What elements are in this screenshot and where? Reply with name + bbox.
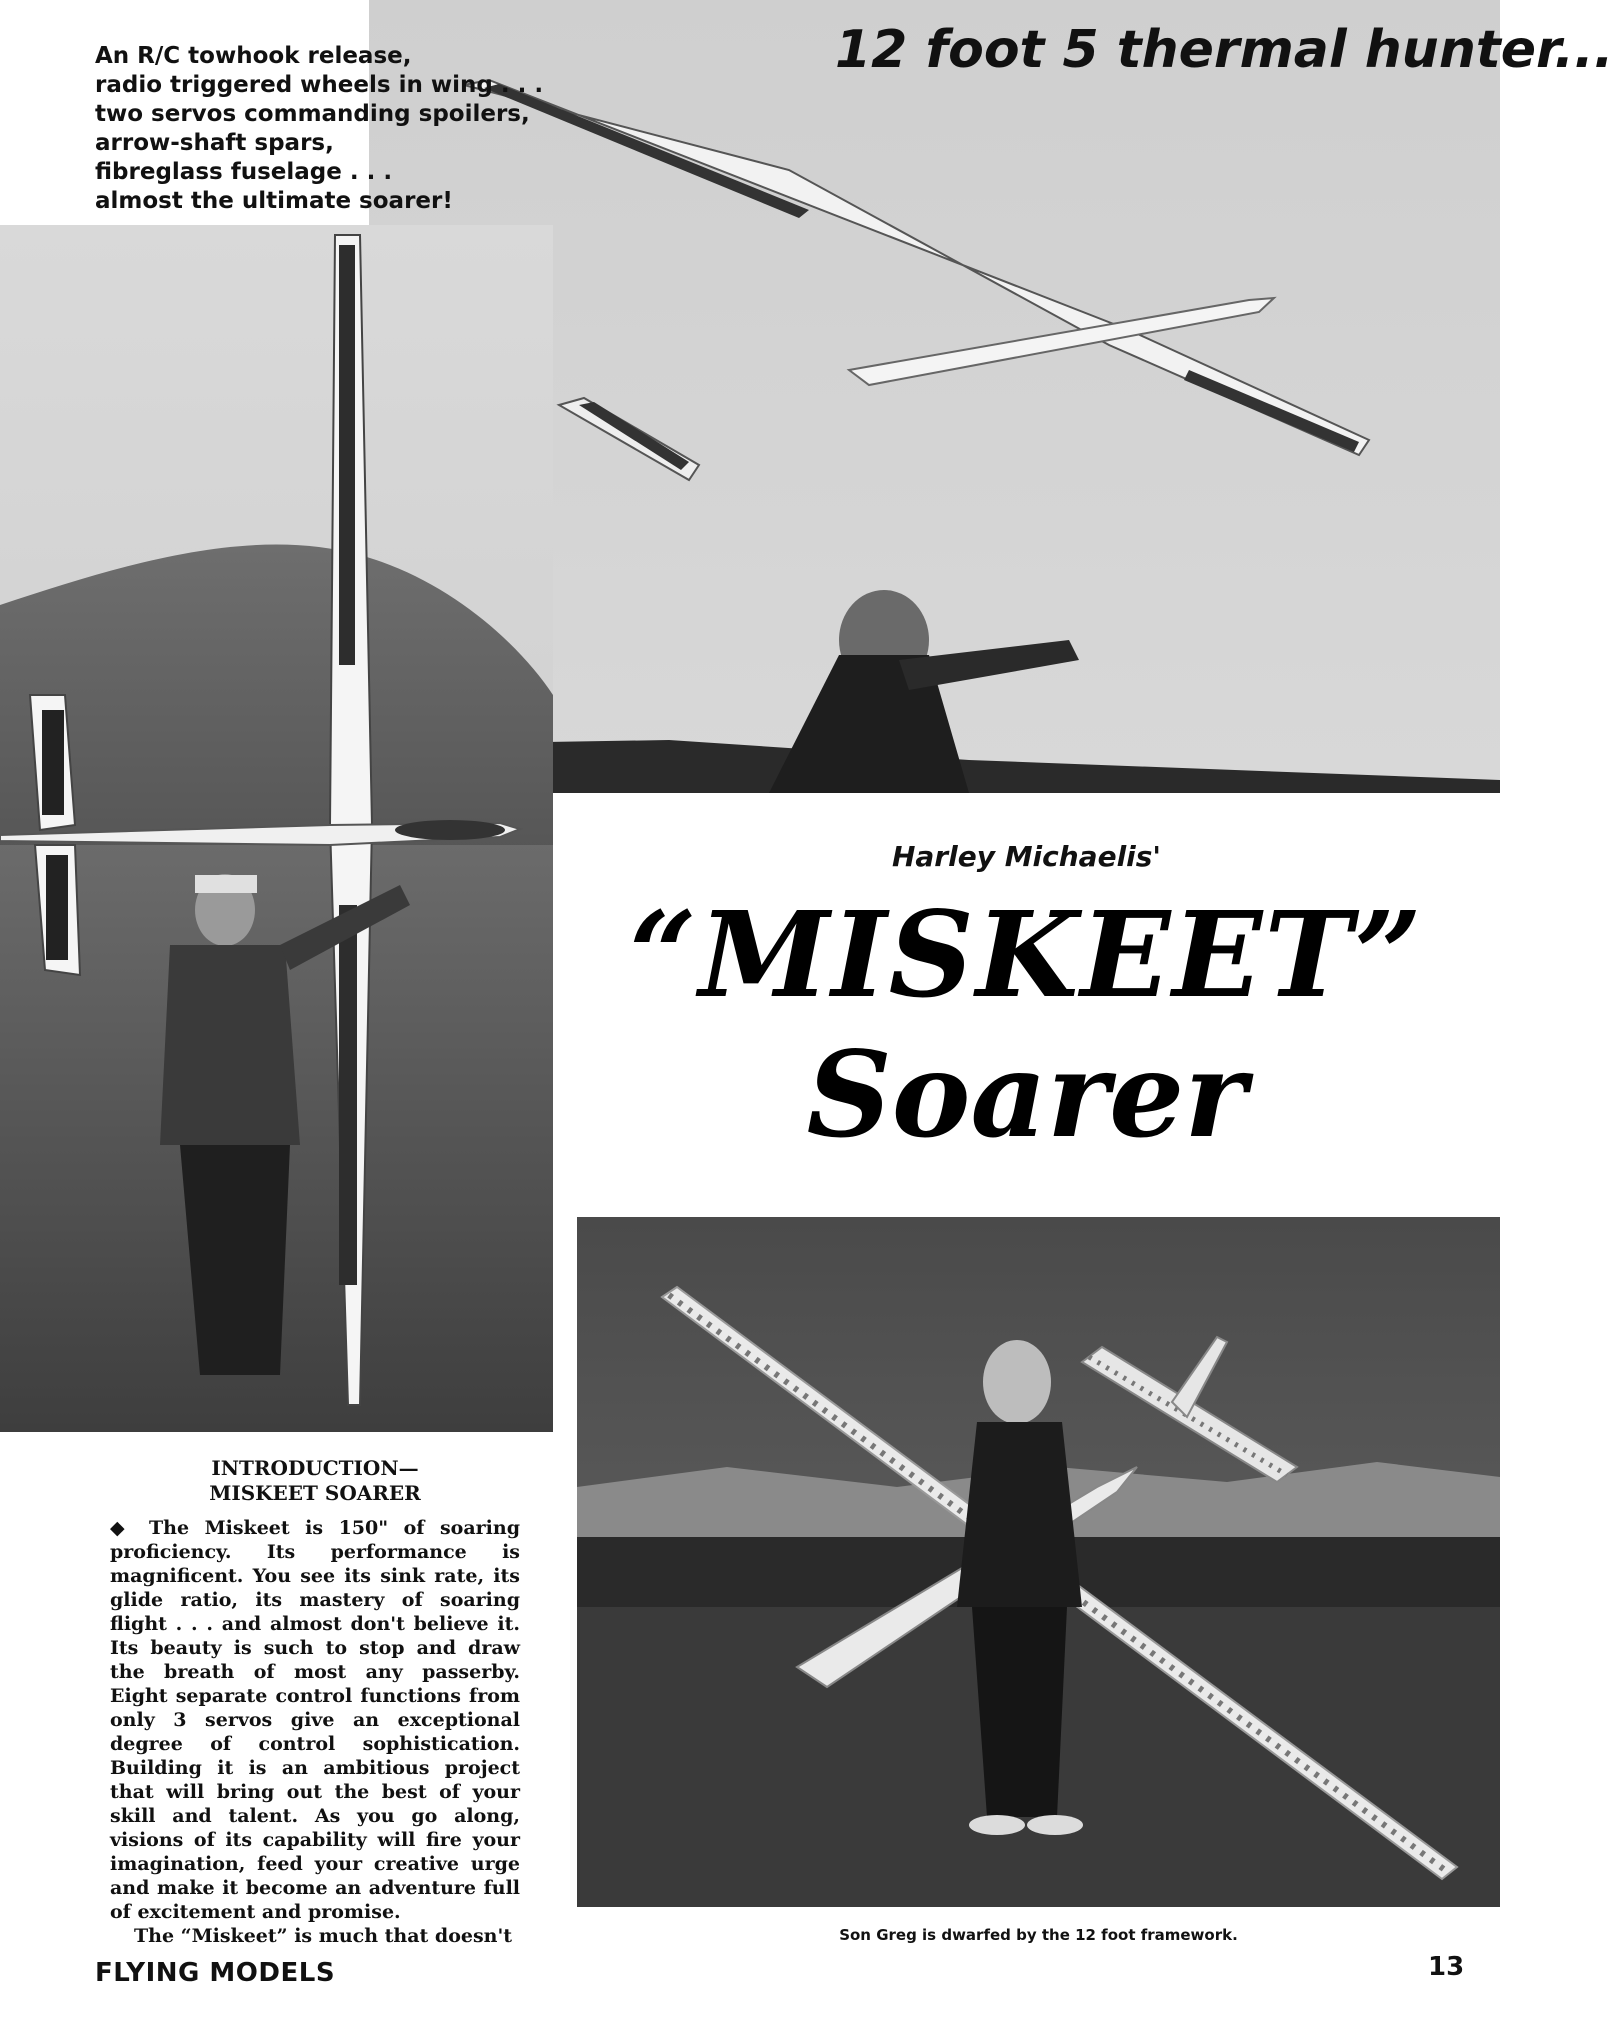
photo-son-with-framework	[577, 1217, 1500, 1907]
magazine-name: FLYING MODELS	[95, 1958, 336, 1988]
deck-line: almost the ultimate soarer!	[95, 188, 453, 214]
kicker-headline: 12 foot 5 thermal hunter...	[835, 20, 1613, 80]
deck-text	[95, 42, 565, 216]
article-body	[110, 1456, 520, 1948]
deck-line: arrow-shaft spars,	[95, 130, 334, 156]
title-line-2: Soarer	[806, 1025, 1247, 1164]
page-number: 13	[1428, 1952, 1465, 1982]
deck-line: two servos commanding spoilers,	[95, 101, 530, 127]
article-paragraph-text: The Miskeet is 150" of soaring proficiency. Its performance is magnificent. You see its sink rate, its glide ratio, its mastery of soaring flight . . . and almost don't believe it. Its beauty is such to stop and draw the breath of most any passerby. Eight separate control functions from only 3 servos give an exceptional degree of control sophistication. Building it is an ambitious project that will bring out the best of your skill and talent. As you go along, visions of its capability will fire your imagination, feed your creative urge and make it become an adventure full of excitement and promise.	[110, 1517, 520, 1923]
byline: Harley Michaelis'	[891, 840, 1162, 873]
bullet-icon: ◆	[110, 1517, 134, 1539]
article-heading	[110, 1456, 520, 1506]
photo-caption: Son Greg is dwarfed by the 12 foot framework.	[839, 1926, 1238, 1944]
article-paragraph: The “Miskeet” is much that doesn't	[134, 1925, 513, 1947]
article-heading-line: MISKEET SOARER	[209, 1481, 421, 1505]
title-line-1: “MISKEET”	[628, 885, 1425, 1024]
article-heading-line: INTRODUCTION—	[211, 1456, 419, 1480]
deck-line: An R/C towhook release,	[95, 43, 412, 69]
article-paragraph	[110, 1516, 520, 1924]
deck-line: fibreglass fuselage . . .	[95, 159, 393, 185]
deck-line: radio triggered wheels in wing . . .	[95, 72, 544, 98]
photo-man-with-glider	[0, 225, 553, 1432]
